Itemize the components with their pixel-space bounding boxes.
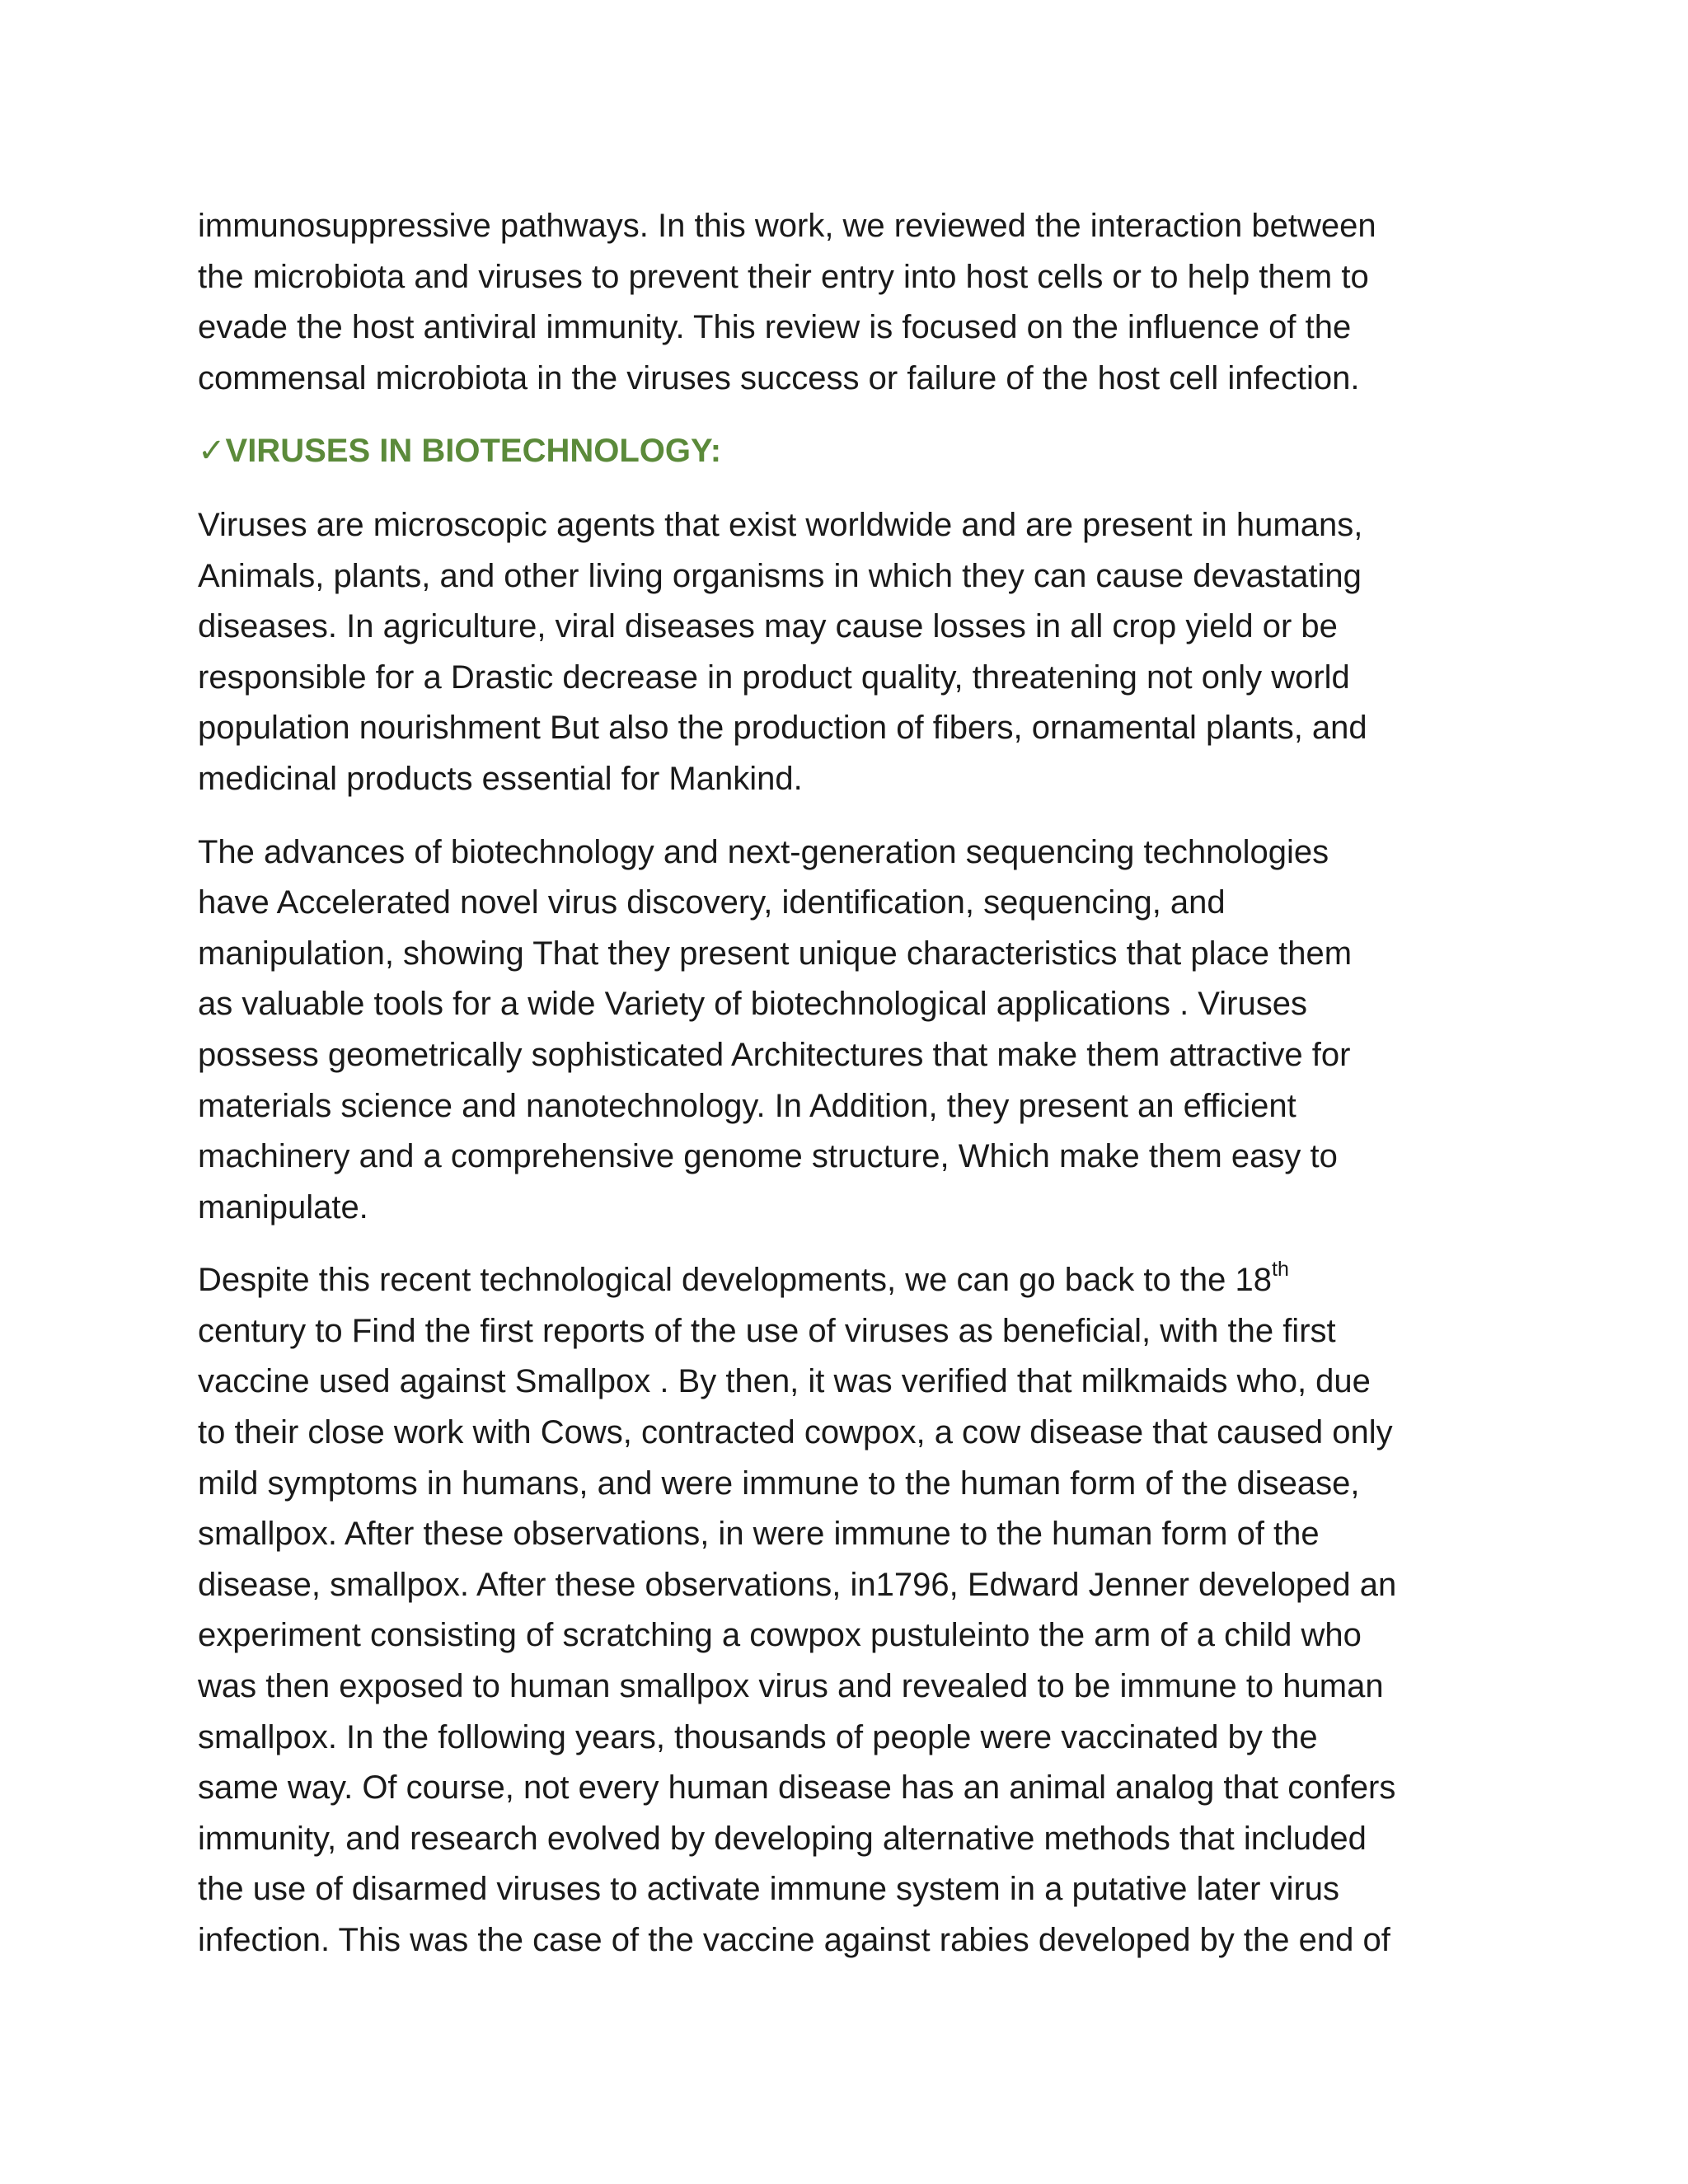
text-line: manipulation, showing That they present unique characteristics that place them	[198, 935, 1353, 972]
text-line: century to Find the first reports of the use of viruses as beneficial, with the first	[198, 1312, 1336, 1349]
text-line: vaccine used against Smallpox . By then, it was verified that milkmaids who, due	[198, 1363, 1371, 1400]
paragraph-viruses-agents	[198, 500, 1517, 805]
text-line: infection. This was the case of the vaccine against rabies developed by the end of	[198, 1922, 1390, 1958]
text-line: Viruses are microscopic agents that exist worldwide and are present in humans,	[198, 506, 1363, 543]
text-line: experiment consisting of scratching a cowpox pustuleinto the arm of a child who	[198, 1617, 1362, 1654]
text-line: population nourishment But also the production of fibers, ornamental plants, and	[198, 710, 1367, 747]
text-line: smallpox. After these observations, in were immune to the human form of the	[198, 1516, 1320, 1553]
text-line: was then exposed to human smallpox virus and revealed to be immune to human	[198, 1668, 1384, 1705]
intro-paragraph	[198, 201, 1517, 404]
text-line: diseases. In agriculture, viral diseases may cause losses in all crop yield or be	[198, 608, 1338, 645]
text-line: smallpox. In the following years, thousands of people were vaccinated by the	[198, 1718, 1318, 1755]
document-body	[198, 201, 1517, 1989]
paragraph-biotech-advances	[198, 827, 1517, 1234]
text-line: Animals, plants, and other living organisms in which they can cause devastating	[198, 557, 1362, 594]
text-line: evade the host antiviral immunity. This review is focused on the influence of the	[198, 309, 1352, 346]
text-line: mild symptoms in humans, and were immune to the human form of the disease,	[198, 1465, 1360, 1502]
text-line	[198, 1255, 1517, 1306]
text-line: disease, smallpox. After these observations, in1796, Edward Jenner developed an	[198, 1566, 1397, 1603]
section-heading	[198, 426, 1517, 477]
text-line: the use of disarmed viruses to activate immune system in a putative later virus	[198, 1871, 1340, 1908]
section-heading-text: VIRUSES IN BIOTECHNOLOGY:	[225, 433, 722, 470]
text-line: as valuable tools for a wide Variety of biotechnological applications . Viruses	[198, 986, 1307, 1023]
text-line: responsible for a Drastic decrease in product quality, threatening not only world	[198, 658, 1350, 696]
text-line: commensal microbiota in the viruses success or failure of the host cell infection.	[198, 359, 1360, 396]
text-line: to their close work with Cows, contracted cowpox, a cow disease that caused only	[198, 1414, 1393, 1451]
paragraph-vaccine-history	[198, 1255, 1517, 1966]
first-line-text: Despite this recent technological developments, we can go back to the 18	[198, 1262, 1273, 1299]
text-line: same way. Of course, not every human disease has an animal analog that confers	[198, 1769, 1396, 1807]
text-line: possess geometrically sophisticated Architectures that make them attractive for	[198, 1036, 1351, 1073]
text-line: The advances of biotechnology and next-generation sequencing technologies	[198, 833, 1329, 870]
text-line: materials science and nanotechnology. In Addition, they present an efficient	[198, 1087, 1296, 1124]
text-line: the microbiota and viruses to prevent their entry into host cells or to help them to	[198, 258, 1369, 295]
text-line: machinery and a comprehensive genome structure, Which make them easy to	[198, 1138, 1338, 1175]
text-line: have Accelerated novel virus discovery, identification, sequencing, and	[198, 884, 1226, 921]
text-line: immunosuppressive pathways. In this work, we reviewed the interaction between	[198, 208, 1376, 244]
check-icon: ✓	[198, 433, 226, 470]
text-line: medicinal products essential for Mankind.	[198, 760, 803, 797]
text-line: immunity, and research evolved by developing alternative methods that included	[198, 1820, 1367, 1857]
text-line: manipulate.	[198, 1188, 368, 1226]
ordinal-superscript: th	[1272, 1257, 1289, 1281]
